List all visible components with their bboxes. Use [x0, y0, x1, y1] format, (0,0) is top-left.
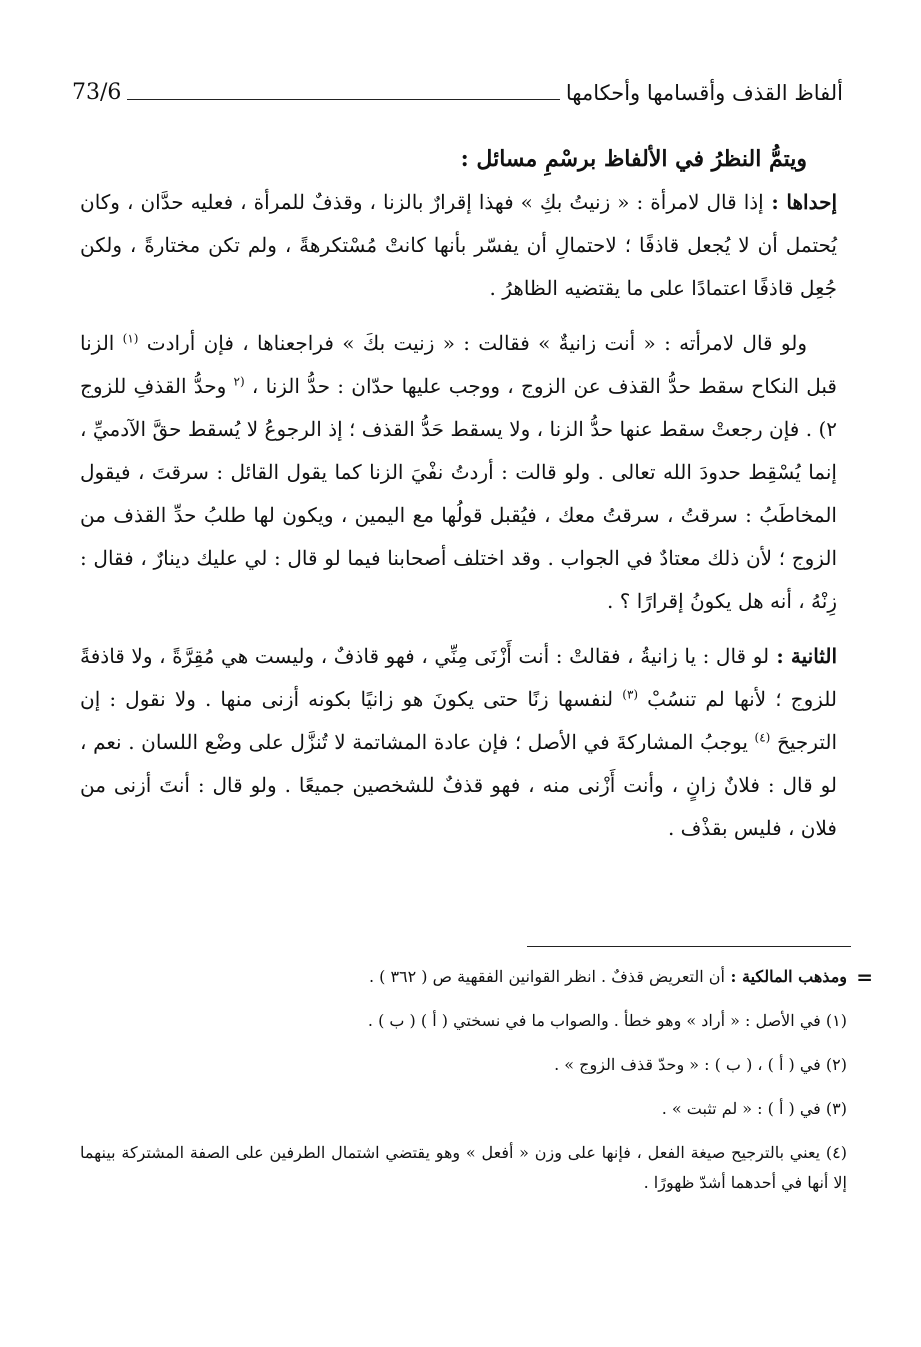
- footnote-separator: [527, 946, 851, 947]
- footnote-1: (١) في الأصل : « أراد » وهو خطأ . والصواب ما في نسختي ( أ ) ( ب ) .: [367, 1011, 847, 1030]
- running-header: [72, 60, 843, 104]
- footnote-lead: ومذهب المالكية :: [724, 967, 847, 986]
- paragraph-first-issue: [80, 181, 837, 310]
- footnote-4: (٤) يعني بالترجيح صيغة الفعل ، فإنها على وزن « أفعل » وهو يقتضي اشتمال الطرفين على الصفة المشتركة بينهما إلا أنها في أحدهما أشدّ ظهورًا .: [80, 1143, 847, 1192]
- page-number: 73/6: [72, 80, 122, 105]
- section-heading: ويتمُّ النظرُ في الألفاظ برسْمِ مسائل :: [460, 146, 807, 172]
- footnotes: [80, 962, 873, 1212]
- paragraph-text: الزنا قبل النكاح سقط حدُّ القذف عن الزوج ، ووجب عليها حدّان : حدُّ الزنا ،: [80, 331, 837, 398]
- paragraph-wife-case: [80, 322, 837, 623]
- footnote-ref-1: (١): [122, 331, 139, 346]
- footnote-2: (٢) في ( أ ) ، ( ب ) : « وحدّ قذف الزوج » .: [554, 1055, 847, 1074]
- footnote-3: (٣) في ( أ ) : « لم تثبت » .: [661, 1099, 847, 1118]
- paragraph-second-issue: [80, 635, 837, 850]
- paragraph-text: وحدُّ القذفِ للزوج ٢) . فإن رجعتْ سقط عنها حدُّ الزنا ، ولا يسقط حَدُّ القذف ؛ إذ الرجوعُ لا يُسقط حقَّ الآدميِّ ، إنما يُسْقِط حدودَ الله تعالى . ولو قالت : أردتُ نفْيَ الزنا كما يقول القائل : سرقتَ ، فيقول المخاطَبُ : سرقتُ ، سرقتُ معك ، فيُقبل قولُها مع اليمين ، ويكون لها طلبُ حدِّ القذف من الزوج ؛ لأن ذلك معتادٌ في الجواب .: [80, 374, 837, 570]
- paragraph-text: يوجبُ المشاركةَ في الأصل ؛ فإن عادة المشاتمة لا تُنزَّل على وضْع اللسان . نعم ، لو قال : فلانٌ زانٍ ، وأنت أَزْنى منه ، فهو قذفٌ للشخصين جميعًا . ولو قال : أنتَ أزنى من فلان ، فليس بقذْف .: [80, 730, 837, 840]
- footnote-text: أن التعريض قذفٌ . انظر القوانين الفقهية ص ( ٣٦٢ ) .: [368, 967, 725, 986]
- footnote-ref-2: (٢: [233, 374, 245, 389]
- continuation-mark: =: [856, 965, 873, 989]
- paragraph-text: إذا قال لامرأة : « زنيتُ بكِ » فهذا إقرارٌ بالزنا ، وقذفٌ للمرأة ، فعليه حدَّان ، وكان يُحتمل أن لا يُجعل قاذفًا ؛ لاحتمالِ أن يفسّر بأنها كانتْ مُسْتكرهةً ، ولم تكن مختارةً ، ولكن جُعِل قاذفًا اعتمادًا على ما يقتضيه الظاهرُ .: [80, 190, 837, 300]
- issue-label-first: إحداها :: [763, 190, 837, 214]
- footnote-ref-3: (٣): [622, 687, 639, 702]
- main-text: [80, 138, 837, 850]
- paragraph-text: ولو قال لامرأته : « أنت زانيةٌ » فقالت : « زنيت بكَ » فراجعناها ، فإن أرادت: [138, 331, 807, 355]
- issue-label-second: الثانية :: [769, 644, 837, 668]
- footnote-ref-4: (٤): [754, 730, 771, 745]
- paragraph-text: وقد اختلف أصحابنا فيما لو قال : لي عليك دينارٌ ، فقال : زِنْهُ ، أنه هل يكونُ إقرارًا ؟ .: [80, 546, 837, 613]
- header-rule: [127, 99, 559, 100]
- footnote-continuation: [80, 962, 873, 992]
- paragraph-text: لنفسها زنًا حتى يكونَ هو زانيًا بكونه أزنى منها . ولا نقول : إن الترجيحَ: [80, 687, 838, 754]
- paragraph-text: لو قال : يا زانيةُ ، فقالتْ : أنت أَزْنَى مِنِّي ، فهو قاذفٌ ، وليست هي مُقِرَّةً ، ولا قاذفةً للزوج ؛ لأنها لم تنسُبْ: [80, 644, 838, 711]
- chapter-title: ألفاظ القذف وأقسامها وأحكامها: [565, 81, 843, 105]
